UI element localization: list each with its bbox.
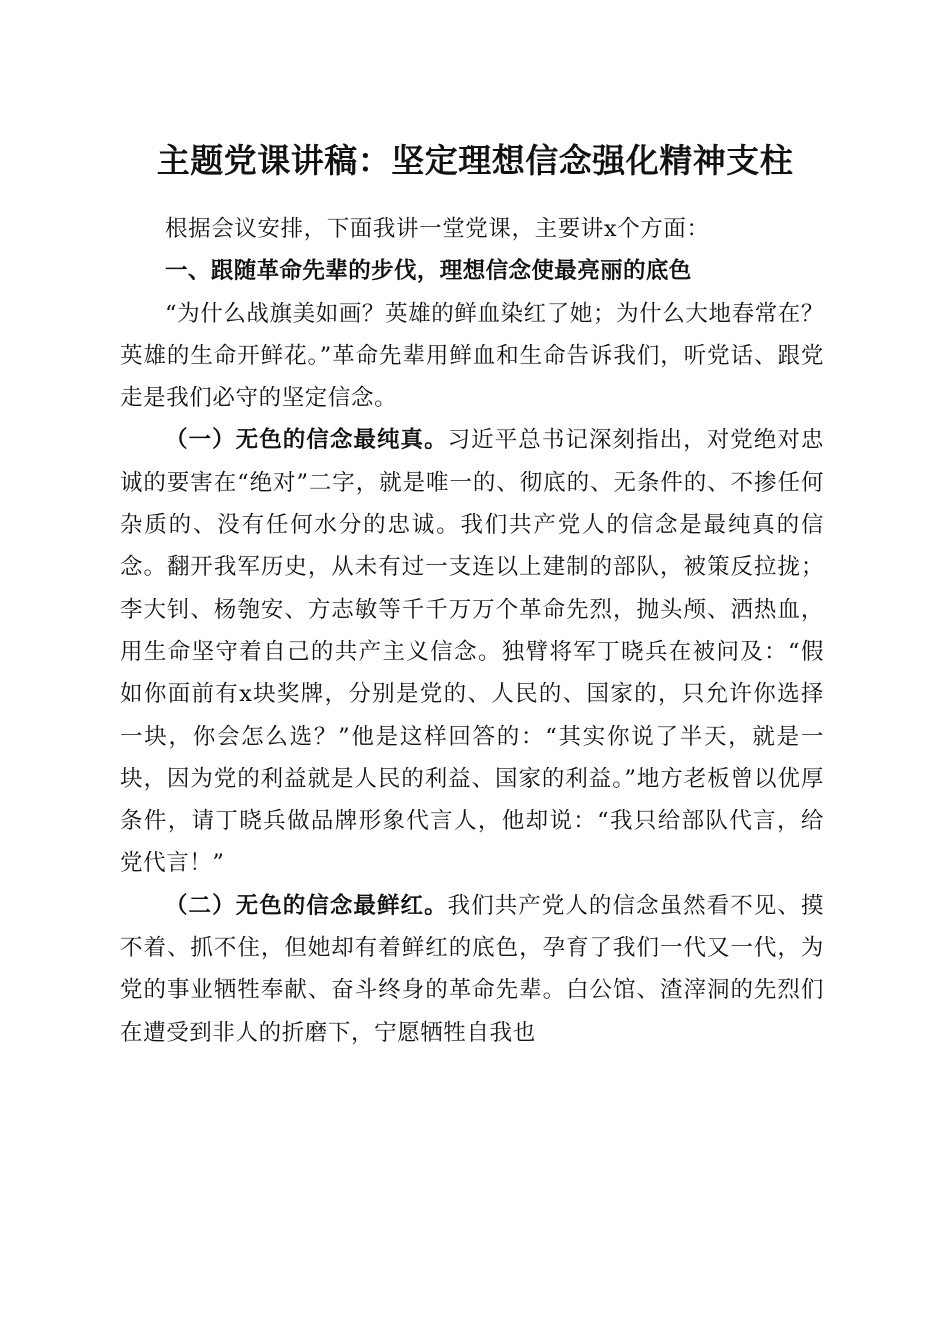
subsection-1 [120,419,824,884]
document-body [120,208,824,1054]
document-title: 主题党课讲稿：坚定理想信念强化精神支柱 [156,141,794,180]
subsection-1-heading: （一）无色的信念最纯真。 [165,427,448,454]
subsection-1-text: 习近平总书记深刻指出，对党绝对忠诚的要害在“绝对”二字，就是唯一的、彻底的、无条件的、不掺任何杂质的、没有任何水分的忠诚。我们共产党人的信念是最纯真的信念。翻开我军历史，从未有过一支连以上建制的部队，被策反拉拢；李大钊、杨匏安、方志敏等千千万万个革命先烈，抛头颅、洒热血，用生命坚守着自己的共产主义信念。独臂将军丁晓兵在被问及：“假如你面前有x块奖牌，分别是党的、人民的、国家的，只允许你选择一块，你会怎么选？”他是这样回答的：“其实你说了半天，就是一块，因为党的利益就是人民的利益、国家的利益。”地方老板曾以优厚条件，请丁晓兵做品牌形象代言人，他却说：“我只给部队代言，给党代言！” [120,427,824,877]
subsection-2 [120,885,824,1054]
subsection-2-heading: （二）无色的信念最鲜红。 [165,892,448,919]
section-heading-1: 一、跟随革命先辈的步伐，理想信念使最亮丽的底色 [165,258,692,285]
intro-paragraph: 根据会议安排，下面我讲一堂党课，主要讲x个方面： [165,216,710,242]
paragraph-1: “为什么战旗美如画？英雄的鲜血染红了她；为什么大地春常在？英雄的生命开鲜花。”革命先辈用鲜血和生命告诉我们，听党话、跟党走是我们必守的坚定信念。 [120,300,824,412]
subsection-2-text: 我们共产党人的信念虽然看不见、摸不着、抓不住，但她却有着鲜红的底色，孕育了我们一代又一代，为党的事业牺牲奉献、奋斗终身的革命先辈。白公馆、渣滓洞的先烈们在遭受到非人的折磨下，宁愿牺牲自我也 [120,892,824,1046]
